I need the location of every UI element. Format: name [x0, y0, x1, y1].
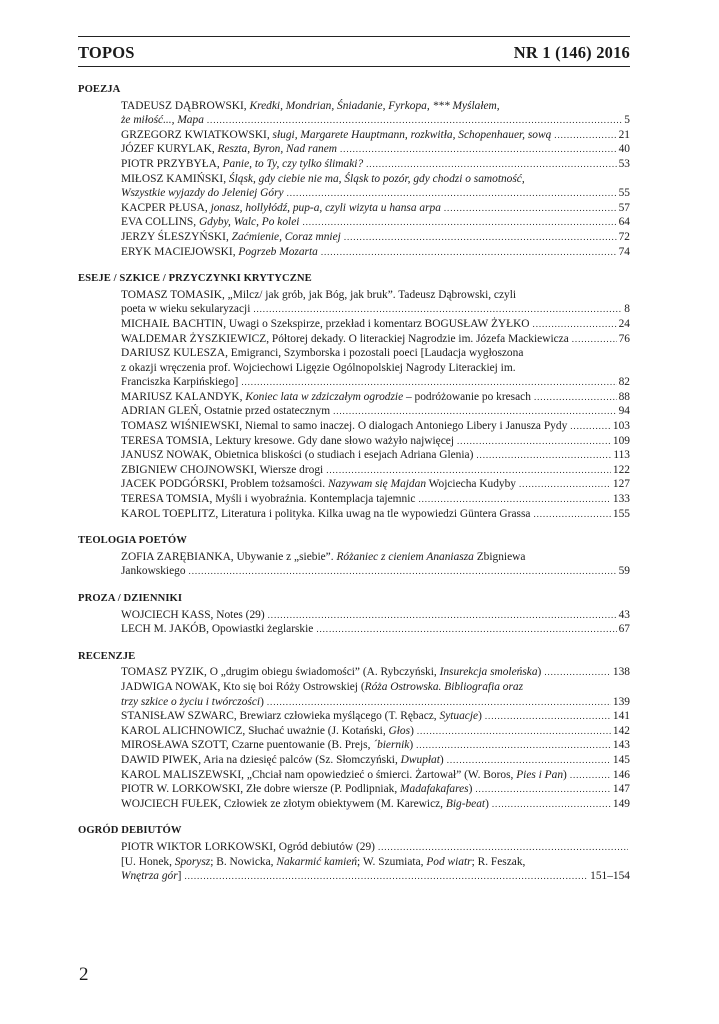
dot-leader: [485, 709, 611, 724]
entry-line: [121, 507, 630, 522]
entry-page: 8: [624, 303, 630, 316]
entry-title-italic: Pies i Pan: [516, 768, 564, 781]
toc-entry[interactable]: [78, 477, 630, 492]
entry-line: [121, 113, 630, 128]
table-of-contents: [78, 83, 630, 897]
entry-line: [121, 157, 630, 172]
entry-title-italic: Wnętrza gór: [121, 870, 178, 883]
dot-leader: [287, 186, 617, 201]
toc-entry[interactable]: [78, 840, 630, 855]
entry-line: [121, 128, 630, 143]
entry-title-italic: Insurekcja smoleńska: [439, 666, 538, 679]
entry-text: ZOFIA ZARĘBIANKA, Ubywanie z „siebie”.: [121, 550, 337, 563]
entry-text: JÓZEF KURYLAK,: [121, 143, 218, 156]
toc-entry[interactable]: [78, 507, 630, 522]
entry-text: DAWID PIWEK, Aria na dziesięć palców (Sz. Słomczyński,: [121, 753, 401, 766]
entry-title-italic: trzy szkice o życiu i twórczości: [121, 695, 261, 708]
entry-line: [121, 375, 630, 390]
entry-page: 88: [618, 390, 630, 403]
entry-page: 64: [618, 216, 630, 229]
entry-page: 109: [612, 434, 630, 447]
entry-line: [121, 390, 630, 405]
toc-entry[interactable]: [78, 448, 630, 463]
entry-line: [121, 797, 630, 812]
dot-leader: [378, 840, 628, 855]
entry-page: 145: [612, 753, 630, 766]
entry-text: ; R. Feszak,: [471, 855, 526, 868]
entry-page: 122: [612, 463, 630, 476]
entry-page: 82: [618, 376, 630, 389]
page-number: 2: [79, 964, 89, 985]
entry-line: [121, 99, 630, 114]
entry-page: 5: [624, 114, 630, 127]
entry-line: [121, 448, 630, 463]
entry-page: 24: [618, 317, 630, 330]
toc-entry[interactable]: [78, 709, 630, 724]
entry-line: [121, 724, 630, 739]
entry-text: WOJCIECH KASS, Notes (29): [121, 608, 265, 621]
dot-leader: [321, 245, 617, 260]
entry-title-italic: Madafakafares: [400, 783, 469, 796]
entry-page: 147: [612, 783, 630, 796]
entry-page: 103: [612, 420, 630, 433]
dot-leader: [519, 477, 611, 492]
entry-title-italic: jonasz, hollyłódź, pup-a, czyli wizyta u hansa arpa: [210, 201, 441, 214]
entry-page: 151–154: [590, 870, 630, 883]
entry-text: [U. Honek,: [121, 855, 175, 868]
dot-leader: [457, 434, 611, 449]
dot-leader: [316, 622, 616, 637]
entry-line: [121, 186, 630, 201]
dot-leader: [207, 113, 622, 128]
dot-leader: [447, 753, 611, 768]
entry-line: [121, 302, 630, 317]
entry-text: ): [485, 797, 489, 810]
toc-section: [78, 272, 630, 521]
entry-line: [121, 230, 630, 245]
entry-line: [121, 361, 630, 376]
entry-text: LECH M. JAKÓB, Opowiastki żeglarskie: [121, 623, 314, 636]
entry-title-italic: Pod wiatr: [426, 855, 472, 868]
entry-line: [121, 709, 630, 724]
entry-page: 57: [618, 201, 630, 214]
entry-title-italic: Kredki, Mondrian, Śniadanie, Fyrkopa, *** Myślałem,: [249, 99, 500, 112]
toc-entry[interactable]: [78, 201, 630, 216]
entry-text: Jankowskiego: [121, 565, 186, 578]
toc-entry[interactable]: [78, 463, 630, 478]
entry-text: MICHAIŁ BACHTIN, Uwagi o Szekspirze, przekład i komentarz BOGUSŁAW ŻYŁKO: [121, 317, 530, 330]
entry-text: ): [439, 753, 444, 766]
toc-entry[interactable]: [78, 142, 630, 157]
section-title: ESEJE / SZKICE / PRZYCZYNKI KRYTYCZNE: [78, 273, 312, 285]
entry-page: 138: [612, 666, 630, 679]
entry-text: TOMASZ TOMASIK, „Milcz/ jak grób, jak Bóg, jak bruk”. Tadeusz Dąbrowski, czyli: [121, 288, 517, 301]
entry-line: [121, 782, 630, 797]
entry-text: – podróżowanie po kresach: [403, 390, 531, 403]
entry-text: poeta w wieku sekularyzacji: [121, 303, 251, 316]
entry-title-italic: Różaniec z cieniem Ananiasza: [336, 550, 474, 563]
entry-line: [121, 564, 630, 579]
dot-leader: [492, 797, 611, 812]
entry-text: MIROSŁAWA SZOTT, Czarne puentowanie (B. Prejs,: [121, 739, 374, 752]
toc-entry[interactable]: [78, 288, 630, 317]
dot-leader: [417, 724, 611, 739]
entry-text: KAROL MALISZEWSKI, „Chciał nam opowiedzieć o śmierci. Żartował” (W. Boros,: [121, 768, 517, 781]
entry-title-italic: Róża Ostrowska. Bibliografia oraz: [364, 680, 524, 693]
entry-text: Franciszka Karpińskiego]: [121, 376, 239, 389]
entry-text: ): [409, 739, 414, 752]
dot-leader: [366, 157, 616, 172]
entry-line: [121, 346, 630, 361]
entry-text: ]: [177, 870, 182, 883]
dot-leader: [253, 302, 622, 317]
entry-text: ZBIGNIEW CHOJNOWSKI, Wiersze drogi: [121, 463, 324, 476]
entry-page: 141: [612, 710, 630, 723]
entry-line: [121, 840, 630, 855]
entry-text: ): [260, 695, 264, 708]
dot-leader: [418, 492, 610, 507]
entry-title-italic: Nazywam się Majdan: [327, 478, 427, 491]
entry-text: WALDEMAR ŻYSZKIEWICZ, Półtorej dekady. O literackiej Nagrodzie im. Józefa Mackiewicza: [121, 332, 569, 345]
dot-leader: [444, 201, 617, 216]
entry-page: 74: [618, 245, 630, 258]
entry-line: [121, 738, 630, 753]
toc-entry[interactable]: [78, 419, 630, 434]
entry-text: ERYK MACIEJOWSKI,: [121, 245, 239, 258]
dot-leader: [416, 738, 611, 753]
entry-page: 143: [612, 739, 630, 752]
entry-text: JACEK PODGÓRSKI, Problem tożsamości.: [121, 478, 328, 491]
entry-line: [121, 855, 630, 870]
section-title: OGRÓD DEBIUTÓW: [78, 825, 182, 837]
section-title: TEOLOGIA POETÓW: [78, 535, 187, 547]
dot-leader: [544, 665, 611, 680]
toc-entry[interactable]: [78, 215, 630, 230]
entry-text: JADWIGA NOWAK, Kto się boi Róży Ostrowskiej (: [121, 680, 365, 693]
entry-text: PIOTR W. LORKOWSKI, Złe dobre wiersze (P. Podlipniak,: [121, 783, 401, 796]
entry-line: [121, 245, 630, 260]
toc-entry[interactable]: [78, 157, 630, 172]
entry-title-italic: Sytuacje: [439, 710, 479, 723]
entry-text: ): [468, 783, 473, 796]
dot-leader: [189, 564, 617, 579]
entry-page: 146: [612, 768, 630, 781]
toc-entry[interactable]: [78, 797, 630, 812]
entry-line: [121, 680, 630, 695]
dot-leader: [476, 448, 611, 463]
dot-leader: [302, 215, 616, 230]
entry-text: TOMASZ WIŚNIEWSKI, Niemal to samo inaczej. O dialogach Antoniego Libery i Janusza Pydy: [121, 420, 568, 433]
toc-entry[interactable]: [78, 317, 630, 332]
entry-text: ADRIAN GLEŃ, Ostatnie przed ostatecznym: [121, 405, 331, 418]
toc-section: [78, 83, 630, 259]
toc-entry[interactable]: [78, 99, 630, 128]
entry-page: 76: [618, 332, 630, 345]
entry-text: JANUSZ NOWAK, Obietnica bliskości (o studiach i esejach Adriana Glenia): [121, 449, 474, 462]
dot-leader: [533, 317, 617, 332]
entry-text: JERZY ŚLESZYŃSKI,: [121, 230, 232, 243]
entry-text: STANISŁAW SZWARC, Brewiarz człowieka myślącego (T. Rębacz,: [121, 710, 440, 723]
entry-text: ): [478, 710, 482, 723]
entry-text: MIŁOSZ KAMIŃSKI,: [121, 172, 229, 185]
entry-page: 149: [612, 797, 630, 810]
entry-line: [121, 665, 630, 680]
entry-text: TADEUSZ DĄBROWSKI,: [121, 99, 250, 112]
entry-text: Zbigniewa: [473, 550, 526, 563]
entry-title-italic: Zaćmienie, Coraz mniej: [231, 230, 341, 243]
entry-line: [121, 332, 630, 347]
entry-title-italic: Pogrzeb Mozarta: [238, 245, 318, 258]
toc-entry[interactable]: [78, 608, 630, 623]
entry-line: [121, 622, 630, 637]
entry-title-italic: Wszystkie wyjazdy do Jeleniej Góry: [121, 187, 284, 200]
entry-text: KAROL ALICHNOWICZ, Słuchać uważnie (J. Kotański,: [121, 724, 389, 737]
entry-page: 113: [613, 449, 630, 462]
entry-page: 155: [612, 507, 630, 520]
entry-text: PIOTR PRZYBYŁA,: [121, 157, 223, 170]
entry-line: [121, 608, 630, 623]
toc-section: [78, 824, 630, 883]
toc-entry[interactable]: [78, 738, 630, 753]
entry-title-italic: Reszta, Byron, Nad ranem: [217, 143, 338, 156]
header-divider: [78, 66, 630, 67]
dot-leader: [184, 869, 588, 884]
toc-entry[interactable]: [78, 390, 630, 405]
entry-line: [121, 753, 630, 768]
dot-leader: [333, 404, 617, 419]
entry-text: DARIUSZ KULESZA, Emigranci, Szymborska i pozostali poeci [Laudacja wygłoszona: [121, 347, 524, 360]
entry-line: [121, 172, 630, 187]
entry-line: [121, 142, 630, 157]
issue-number: NR 1 (146) 2016: [513, 43, 630, 62]
toc-entry[interactable]: [78, 550, 630, 579]
entry-title-italic: Nakarmić kamień: [276, 855, 358, 868]
toc-entry[interactable]: [78, 128, 630, 143]
toc-entry[interactable]: [78, 753, 630, 768]
entry-text: ; B. Nowicka,: [210, 855, 277, 868]
entry-title-italic: Panie, to Ty, czy tylko ślimaki?: [222, 157, 364, 170]
entry-text: EVA COLLINS,: [121, 216, 199, 229]
toc-entry[interactable]: [78, 680, 630, 709]
entry-page: 40: [618, 143, 630, 156]
section-title: RECENZJE: [78, 650, 136, 662]
entry-title-italic: Koniec lata w zdziczałym ogrodzie: [245, 390, 404, 403]
toc-entry[interactable]: [78, 782, 630, 797]
entry-line: [121, 317, 630, 332]
entry-text: PIOTR WIKTOR LORKOWSKI, Ogród debiutów (29): [121, 840, 375, 853]
toc-entry[interactable]: [78, 172, 630, 201]
dot-leader: [241, 375, 616, 390]
toc-entry[interactable]: [78, 332, 630, 347]
dot-leader: [570, 419, 611, 434]
entry-line: [121, 695, 630, 710]
page-header: [78, 36, 630, 63]
entry-line: [121, 768, 630, 783]
dot-leader: [554, 128, 616, 143]
entry-text: Wojciecha Kudyby: [426, 478, 517, 491]
entry-page: 21: [618, 128, 630, 141]
entry-line: [121, 492, 630, 507]
entry-page: 72: [618, 230, 630, 243]
toc-entry[interactable]: [78, 404, 630, 419]
dot-leader: [340, 142, 617, 157]
toc-entry[interactable]: [78, 230, 630, 245]
entry-text: ): [537, 666, 542, 679]
dot-leader: [570, 768, 611, 783]
entry-line: [121, 463, 630, 478]
toc-entry[interactable]: [78, 622, 630, 637]
entry-line: [121, 550, 630, 565]
toc-entry[interactable]: [78, 724, 630, 739]
entry-text: WOJCIECH FUŁEK, Człowiek ze złotym obiektywem (M. Karewicz,: [121, 797, 446, 810]
entry-page: 55: [618, 187, 630, 200]
entry-title-italic: Śląsk, gdy ciebie nie ma, Śląsk to pozór, gdy chodzi o samotność,: [228, 172, 525, 185]
entry-text: ): [563, 768, 567, 781]
entry-line: [121, 419, 630, 434]
entry-text: GRZEGORZ KWIATKOWSKI,: [121, 128, 273, 141]
toc-entry[interactable]: [78, 346, 630, 390]
entry-title-italic: ´biernik: [373, 739, 410, 752]
entry-title-italic: Sporysz: [174, 855, 211, 868]
entry-title-italic: Big-beat: [445, 797, 486, 810]
entry-text: MARIUSZ KALANDYK,: [121, 390, 246, 403]
entry-page: 53: [618, 157, 630, 170]
toc-entry[interactable]: [78, 855, 630, 884]
entry-title-italic: Dwupłat: [400, 753, 440, 766]
entry-page: 127: [612, 478, 630, 491]
toc-entry[interactable]: [78, 245, 630, 260]
entry-line: [121, 215, 630, 230]
entry-page: 43: [618, 608, 630, 621]
entry-line: [121, 288, 630, 303]
entry-title-italic: że miłość..., Mapa: [121, 114, 204, 127]
entry-text: TERESA TOMSIA, Myśli i wyobraźnia. Kontemplacja tajemnic: [121, 493, 416, 506]
toc-section: [78, 534, 630, 579]
entry-page: 133: [612, 493, 630, 506]
entry-page: 142: [612, 724, 630, 737]
toc-section: [78, 650, 630, 812]
toc-entry[interactable]: [78, 492, 630, 507]
entry-title-italic: sługi, Margarete Hauptmann, rozkwitła, Schopenhauer, sową: [272, 128, 552, 141]
entry-text: ): [410, 724, 414, 737]
entry-text: KACPER PŁUSA,: [121, 201, 211, 214]
entry-page: 67: [618, 623, 630, 636]
journal-title: TOPOS: [78, 43, 135, 62]
dot-leader: [475, 782, 611, 797]
toc-entry[interactable]: [78, 768, 630, 783]
entry-text: KAROL TOEPLITZ, Literatura i polityka. Kilka uwag na tle wypowiedzi Güntera Grassa: [121, 507, 531, 520]
toc-entry[interactable]: [78, 665, 630, 680]
dot-leader: [267, 695, 611, 710]
entry-line: [121, 201, 630, 216]
dot-leader: [533, 507, 610, 522]
toc-entry[interactable]: [78, 434, 630, 449]
entry-text: TOMASZ PYZIK, O „drugim obiegu świadomości” (A. Rybczyński,: [121, 666, 440, 679]
entry-text: ; W. Szumiata,: [357, 855, 427, 868]
section-title: PROZA / DZIENNIKI: [78, 593, 183, 604]
dot-leader: [268, 608, 617, 623]
entry-page: 94: [618, 405, 630, 418]
section-title: POEZJA: [78, 84, 121, 95]
dot-leader: [572, 332, 617, 347]
entry-line: [121, 869, 630, 884]
entry-text: TERESA TOMSIA, Lektury kresowe. Gdy dane słowo ważyło najwięcej: [121, 434, 455, 447]
entry-page: 139: [612, 695, 630, 708]
entry-line: [121, 477, 630, 492]
entry-line: [121, 404, 630, 419]
dot-leader: [326, 463, 611, 478]
entry-title-italic: Głos: [388, 724, 411, 737]
entry-page: 59: [618, 565, 630, 578]
entry-line: [121, 434, 630, 449]
dot-leader: [534, 390, 617, 405]
entry-title-italic: Gdyby, Walc, Po kolei: [198, 216, 300, 229]
entry-text: z okazji wręczenia prof. Wojciechowi Ligęzie Ogólnopolskiej Nagrody Literackiej im.: [121, 361, 516, 374]
toc-section: [78, 592, 630, 637]
dot-leader: [344, 230, 617, 245]
